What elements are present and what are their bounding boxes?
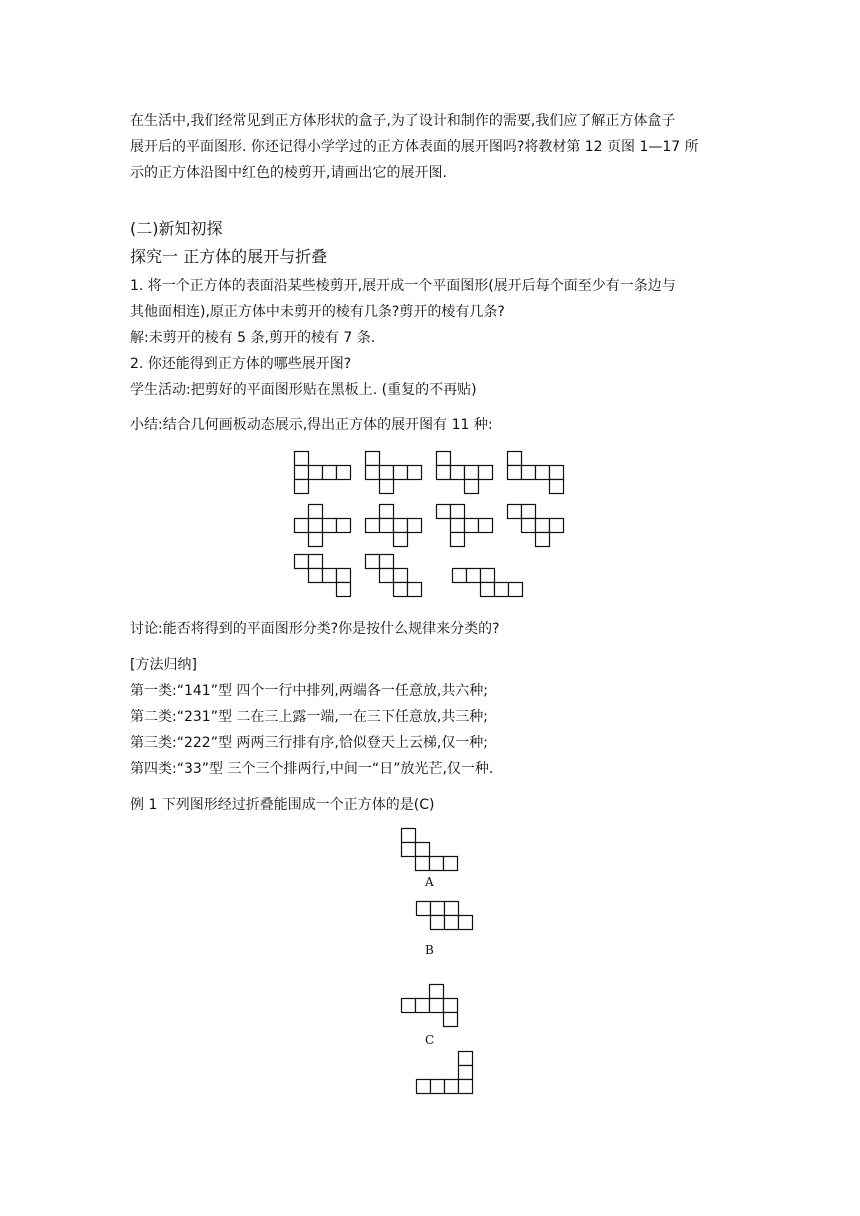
option-b-squares [417,902,473,930]
net-square [465,519,479,533]
net-square [416,999,430,1013]
net-square [366,555,380,569]
cube-nets-figure [292,449,572,599]
option-d-net [415,1050,477,1096]
net-square [295,466,309,480]
net-square [380,480,394,494]
net-square [445,902,459,916]
net-square [479,466,493,480]
option-c-label: C [425,1033,435,1047]
cube-net-10 [366,555,422,597]
cube-net-3 [437,452,493,494]
net-square [479,519,493,533]
net-square [445,1080,459,1094]
net-square [309,519,323,533]
net-square [451,519,465,533]
option-a-squares [402,829,458,871]
net-square [431,916,445,930]
net-square [380,519,394,533]
net-square [451,466,465,480]
net-square [431,1080,445,1094]
net-square [394,583,408,597]
net-square [309,533,323,547]
net-square [437,452,451,466]
net-square [323,569,337,583]
net-square [380,505,394,519]
net-square [337,519,351,533]
discussion: 讨论:能否将得到的平面图形分类?你是按什么规律来分类的? [130,621,500,637]
net-square [550,480,564,494]
option-d-figure [415,1050,477,1096]
net-square [437,466,451,480]
net-square [408,466,422,480]
net-square [416,843,430,857]
question-1-line-2: 其他面相连),原正方体中未剪开的棱有几条?剪开的棱有几条? [130,304,505,320]
net-square [451,533,465,547]
net-square [444,999,458,1013]
net-square [437,505,451,519]
net-square [417,902,431,916]
cube-nets-svg [292,449,572,599]
net-square [445,916,459,930]
net-square [522,505,536,519]
option-a-label: A [425,875,434,889]
student-activity: 学生活动:把剪好的平面图形贴在黑板上. (重复的不再贴) [130,382,477,398]
net-square [465,466,479,480]
net-square [509,583,523,597]
option-b-net [415,900,475,932]
net-square [408,583,422,597]
net-square [536,466,550,480]
net-square [402,999,416,1013]
option-c-figure [400,983,462,1029]
method-item-2: 第二类:“231”型 二在三上露一端,一在三下任意放,共三种; [130,709,489,725]
net-square [453,569,467,583]
section-title: (二)新知初探 [130,219,223,238]
net-square [467,569,481,583]
method-item-1: 第一类:“141”型 四个一行中排列,两端各一任意放,共六种; [130,683,489,699]
intro-line-3: 示的正方体沿图中红色的棱剪开,请画出它的展开图. [130,165,447,181]
net-square [416,857,430,871]
net-square [408,519,422,533]
net-square [309,505,323,519]
net-square [380,466,394,480]
option-a-figure [400,827,460,871]
net-square [430,857,444,871]
net-square [309,569,323,583]
net-square [430,999,444,1013]
summary: 小结:结合几何画板动态展示,得出正方体的展开图有 11 种: [130,417,493,433]
net-square [459,1066,473,1080]
cube-net-11 [453,569,523,597]
question-1-line-1: 1. 将一个正方体的表面沿某些棱剪开,展开成一个平面图形(展开后每个面至少有一条边与 [130,278,676,294]
cube-net-9 [295,555,351,597]
net-square [394,466,408,480]
net-square [295,452,309,466]
net-square [394,533,408,547]
net-square [380,555,394,569]
net-square [337,569,351,583]
net-square [444,1013,458,1027]
net-square [295,480,309,494]
net-square [465,480,479,494]
option-b-label: B [425,943,434,957]
method-title: [方法归纳] [130,657,197,673]
cube-net-1 [295,452,351,494]
net-square [495,583,509,597]
net-square [366,519,380,533]
net-square [417,1080,431,1094]
cube-net-8 [508,505,564,547]
net-square [550,466,564,480]
net-square [508,505,522,519]
net-square [481,569,495,583]
option-b-figure [415,900,475,932]
net-square [366,466,380,480]
option-d-squares [417,1052,473,1094]
cube-net-2 [366,452,422,494]
option-c-squares [402,985,458,1027]
net-square [394,519,408,533]
cube-net-6 [366,505,422,547]
intro-line-1: 在生活中,我们经常见到正方体形状的盒子,为了设计和制作的需要,我们应了解正方体盒子 [130,113,676,129]
cube-net-5 [295,505,351,547]
method-item-4: 第四类:“33”型 三个三个排两行,中间一“日”放光芒,仅一种. [130,761,494,777]
method-item-3: 第三类:“222”型 两两三行排有序,恰似登天上云梯,仅一种; [130,735,489,751]
option-c-net [400,983,462,1029]
net-square [536,519,550,533]
net-square [295,555,309,569]
net-square [459,1052,473,1066]
net-square [536,533,550,547]
option-a-net [400,827,460,871]
cube-net-7 [437,505,493,547]
cube-net-4 [508,452,564,494]
net-square [366,452,380,466]
question-2: 2. 你还能得到正方体的哪些展开图? [130,356,352,372]
net-square [402,843,416,857]
net-square [431,902,445,916]
net-square [444,857,458,871]
net-square [323,466,337,480]
net-square [508,452,522,466]
net-square [522,466,536,480]
net-square [459,1080,473,1094]
net-square [309,555,323,569]
section-subtitle: 探究一 正方体的展开与折叠 [130,247,328,266]
net-square [522,519,536,533]
net-square [394,569,408,583]
net-square [451,505,465,519]
net-square [508,466,522,480]
intro-line-2: 展开后的平面图形. 你还记得小学学过的正方体表面的展开图吗?将教材第 12 页图 1—17 所 [130,139,699,155]
net-square [380,569,394,583]
net-square [481,583,495,597]
example-1: 例 1 下列图形经过折叠能围成一个正方体的是(C) [130,797,435,813]
net-square [309,466,323,480]
net-square [337,583,351,597]
net-square [550,519,564,533]
net-square [337,466,351,480]
net-square [459,916,473,930]
net-square [430,985,444,999]
net-square [323,519,337,533]
answer-1: 解:未剪开的棱有 5 条,剪开的棱有 7 条. [130,330,376,346]
net-square [295,519,309,533]
net-square [402,829,416,843]
